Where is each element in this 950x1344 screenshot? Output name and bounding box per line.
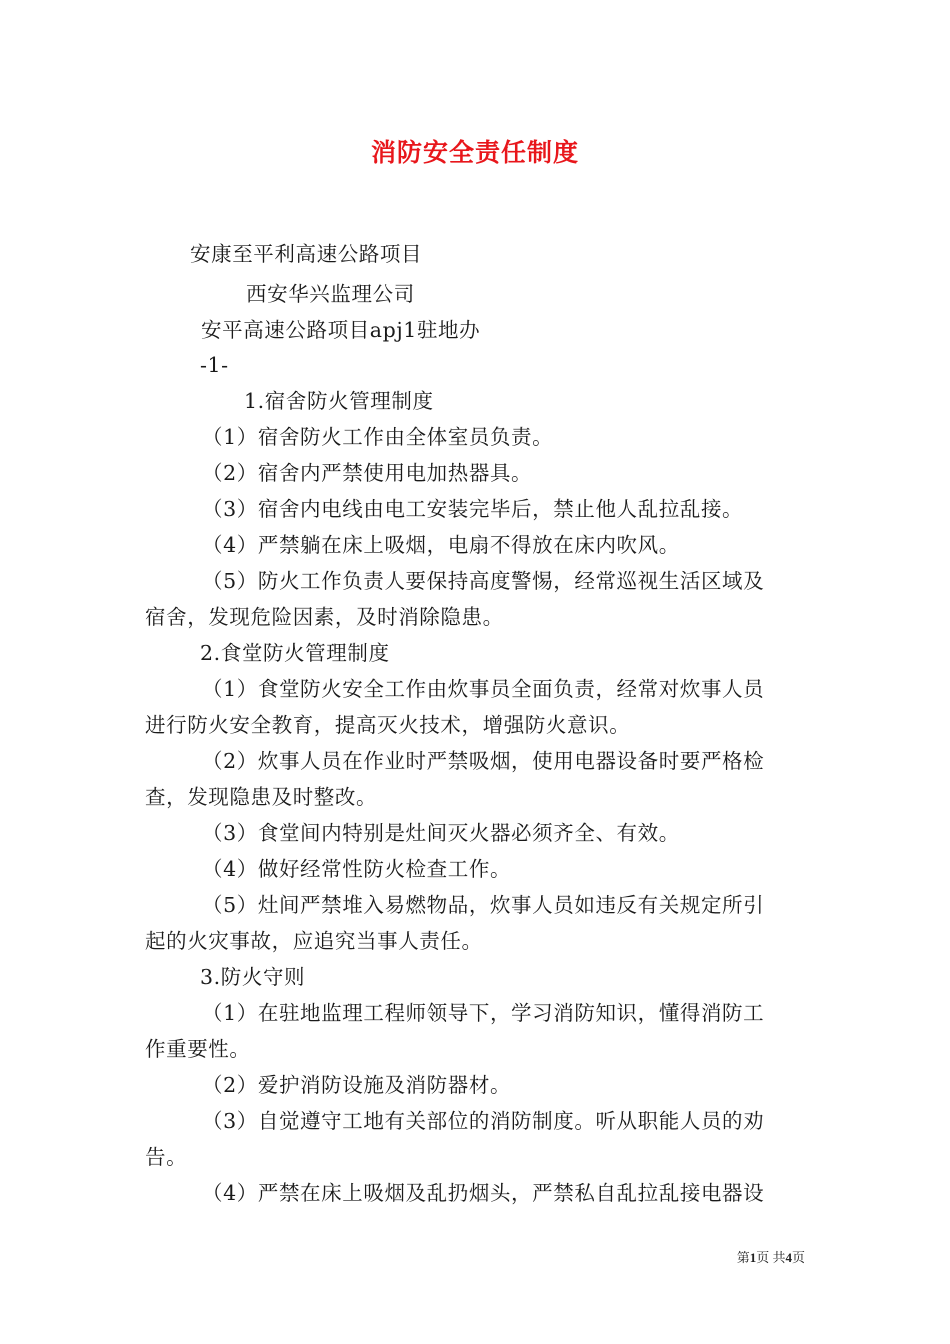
footer-middle: 页 共	[756, 1250, 786, 1265]
body-line: 作重要性。	[145, 1037, 251, 1061]
page-footer	[737, 1247, 805, 1266]
section-heading: 3.防火守则	[200, 965, 306, 989]
body-line: （2）爱护消防设施及消防器材。	[202, 1073, 512, 1097]
body-line: （4）做好经常性防火检查工作。	[202, 857, 512, 881]
body-line: （2）炊事人员在作业时严禁吸烟，使用电器设备时要严格检	[202, 749, 765, 773]
section-heading: 2.食堂防火管理制度	[200, 641, 390, 665]
body-line: （5）防火工作负责人要保持高度警惕，经常巡视生活区域及	[202, 569, 765, 593]
body-line: （4）严禁在床上吸烟及乱扔烟头，严禁私自乱拉乱接电器设	[202, 1181, 765, 1205]
body-line: 宿舍，发现危险因素，及时消除隐患。	[145, 605, 504, 629]
header-line-project: 安康至平利高速公路项目	[190, 242, 423, 266]
body-line: 进行防火安全教育，提高灭火技术，增强防火意识。	[145, 713, 631, 737]
body-line: （1）宿舍防火工作由全体室员负责。	[202, 425, 554, 449]
body-line: （4）严禁躺在床上吸烟，电扇不得放在床内吹风。	[202, 533, 680, 557]
body-line: 告。	[145, 1145, 188, 1169]
body-line: （5）灶间严禁堆入易燃物品，炊事人员如违反有关规定所引	[202, 893, 765, 917]
header-line-office: 安平高速公路项目apj1驻地办	[201, 318, 481, 342]
header-line-company: 西安华兴监理公司	[246, 282, 415, 306]
body-line: 查，发现隐患及时整改。	[145, 785, 378, 809]
body-line: （1）在驻地监理工程师领导下，学习消防知识，懂得消防工	[202, 1001, 765, 1025]
footer-prefix: 第	[736, 1250, 750, 1265]
header-line-page-mark: -1-	[200, 353, 229, 377]
footer-page-number: 1	[749, 1250, 757, 1265]
footer-total-pages: 4	[785, 1250, 792, 1265]
document-title: 消防安全责任制度	[370, 138, 579, 167]
body-line: 起的火灾事故，应追究当事人责任。	[145, 929, 483, 953]
body-line: （3）食堂间内特别是灶间灭火器必须齐全、有效。	[202, 821, 680, 845]
body-line: （1）食堂防火安全工作由炊事员全面负责，经常对炊事人员	[202, 677, 765, 701]
section-heading: 1.宿舍防火管理制度	[244, 389, 434, 413]
body-line: （2）宿舍内严禁使用电加热器具。	[202, 461, 533, 485]
body-line: （3）自觉遵守工地有关部位的消防制度。听从职能人员的劝	[202, 1109, 765, 1133]
footer-suffix: 页	[791, 1250, 805, 1265]
body-line: （3）宿舍内电线由电工安装完毕后，禁止他人乱拉乱接。	[202, 497, 744, 521]
